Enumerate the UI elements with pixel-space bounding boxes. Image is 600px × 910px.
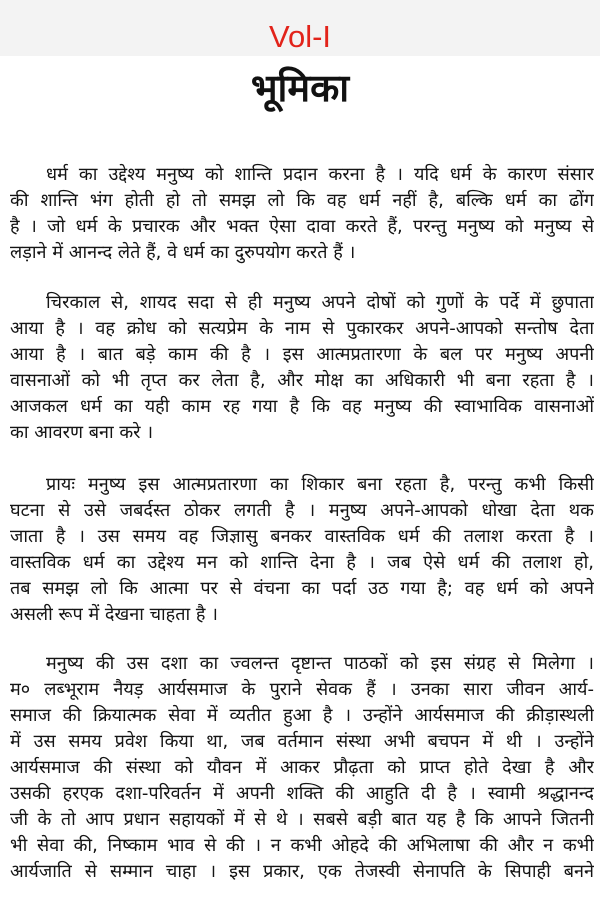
page-title: भूमिका xyxy=(250,66,350,110)
text-line: की शान्ति भंग होती हो तो समझ लो कि वह धर्म नहीं है, बल्कि धर्म का ढोंग xyxy=(10,190,594,211)
text-line: वास्तविक धर्म का उद्देश्य मन को शान्ति देना है । जब ऐसे धर्म की तलाश हो, xyxy=(10,552,594,573)
text-line: तब समझ लो कि आत्मा पर से वंचना का पर्दा उठ गया है; वह धर्म को अपने xyxy=(10,578,594,599)
text-line: भी सेवा की, निष्काम भाव से की । न कभी ओहदे की अभिलाषा की और न कभी xyxy=(10,835,594,856)
text-line: मनुष्य की उस दशा का ज्वलन्त दृष्टान्त पाठकों को इस संग्रह से मिलेगा । xyxy=(46,653,594,674)
paragraph-2 xyxy=(10,290,594,446)
paragraph-1 xyxy=(10,162,594,266)
text-line: जाता है । उस समय वह जिज्ञासु बनकर वास्तविक धर्म की तलाश करता है । xyxy=(10,526,594,547)
text-line: जी के तो आप प्रधान सहायकों में से थे । सबसे बड़ी बात यह है कि आपने जितनी xyxy=(10,809,594,830)
text-line: वासनाओं को भी तृप्त कर लेता है, और मोक्ष का अधिकारी भी बना रहता है । xyxy=(10,370,594,391)
text-line: है । जो धर्म के प्रचारक और भक्त ऐसा दावा करते हैं, परन्तु मनुष्य को मनुष्य से xyxy=(10,216,594,237)
text-line: समाज की क्रियात्मक सेवा में व्यतीत हुआ है । उन्होंने आर्यसमाज की क्रीड़ास्थली xyxy=(10,705,594,726)
volume-label: Vol-I xyxy=(268,19,332,54)
text-line: आर्यसमाज की संस्था को यौवन में आकर प्रौढ़ता को प्राप्त होते देखा है और xyxy=(10,757,594,778)
text-line: धर्म का उद्देश्य मनुष्य को शान्ति प्रदान करना है । यदि धर्म के कारण संसार xyxy=(46,164,594,185)
text-line: में उस समय प्रवेश किया था, जब वर्तमान संस्था अभी बचपन में थी । उन्होंने xyxy=(10,731,594,752)
text-line: आजकल धर्म का यही काम रह गया है कि वह मनुष्य की स्वाभाविक वासनाओं xyxy=(10,396,594,417)
text-line: प्रायः मनुष्य इस आत्मप्रतारणा का शिकार बना रहता है, परन्तु कभी किसी xyxy=(46,474,594,495)
text-line: आया है । वह क्रोध को सत्यप्रेम के नाम से पुकारकर अपने-आपको सन्तोष देता xyxy=(10,318,594,339)
text-line: म० लब्भूराम नैयड़ आर्यसमाज के पुराने सेवक हैं । उनका सारा जीवन आर्य- xyxy=(10,679,594,700)
text-line: आया है । बात बड़े काम की है । इस आत्मप्रतारणा के बल पर मनुष्य अपनी xyxy=(10,344,594,365)
paragraph-3 xyxy=(10,472,594,628)
text-line: घटना से उसे जबर्दस्त ठोकर लगती है । मनुष्य अपने-आपको धोखा देता थक xyxy=(10,500,594,521)
text-line: लड़ाने में आनन्द लेते हैं, वे धर्म का दुरुपयोग करते हैं । xyxy=(10,242,356,263)
paragraph-4 xyxy=(10,651,594,885)
text-line: का आवरण बना करे । xyxy=(10,422,154,443)
text-line: उसकी हरएक दशा-परिवर्तन में अपनी शक्ति की आहुति दी है । स्वामी श्रद्धानन्द xyxy=(10,783,594,804)
text-line: चिरकाल से, शायद सदा से ही मनुष्य अपने दोषों को गुणों के पर्दे में छुपाता xyxy=(46,292,594,313)
text-line: असली रूप में देखना चाहता है । xyxy=(10,604,218,625)
text-line: आर्यजाति से सम्मान चाहा । इस प्रकार, एक तेजस्वी सेनापति के सिपाही बनने xyxy=(10,861,594,882)
